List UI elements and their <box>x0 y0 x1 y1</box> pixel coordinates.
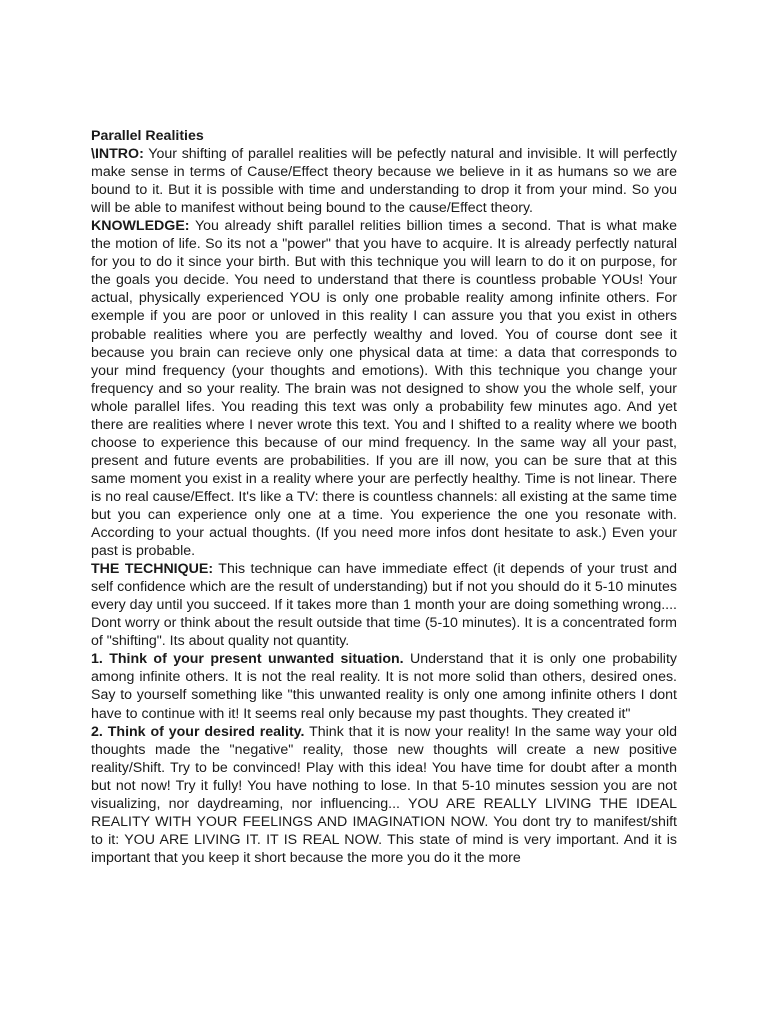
step-2-paragraph <box>91 723 677 867</box>
knowledge-heading: KNOWLEDGE: <box>91 218 190 235</box>
intro-paragraph <box>91 145 677 217</box>
intro-body: Your shifting of parallel realities will be pefectly natural and invisible. It will perfectly make sense in terms of Cause/Effect theory because we believe in it as humans so we are bound to it. But it is possible with time and understanding to drop it from your mind. So you will be able to manifest without being bound to the cause/Effect theory. <box>91 146 677 217</box>
step-2-body: Think that it is now your reality! In the same way your old thoughts made the "negative" reality, those new thoughts will create a new positive reality/Shift. Try to be convinced! Play with this idea! You have time for doubt after a month but not now! Try it fully! You have nothing to lose. In that 5-10 minutes session you are not visualizing, nor daydreaming, nor influencing... YOU ARE REALLY LIVING THE IDEAL REALITY WITH YOUR FEELINGS AND IMAGINATION NOW. You dont try to manifest/shift to it: YOU ARE LIVING IT. IT IS REAL NOW. This state of mind is very important. And it is important that you keep it short because the more you do it the more <box>91 723 677 866</box>
step-2-heading: 2. Think of your desired reality. <box>91 723 305 740</box>
step-1-heading: 1. Think of your present unwanted situation. <box>91 651 404 668</box>
knowledge-body: You already shift parallel relities billion times a second. That is what make the motion of life. So its not a "power" that you have to acquire. It is already perfectly natural for you to do it since your birth. But with this technique you will learn to do it on purpose, for the goals you decide. You need to understand that there is countless probable YOUs! Your actual, physically experienced YOU is only one probable reality among infinite others. For exemple if you are poor or unloved in this reality I can assure you that you exist in others probable realities where you are perfectly wealthy and loved. You of course dont see it because you brain can recieve only one physical data at time: a data that corresponds to your mind frequency (your thoughts and emotions). With this technique you change your frequency and so your reality. The brain was not designed to show you the whole self, your whole parallel lifes. You reading this text was only a probability few minutes ago. And yet there are realities where I never wrote this text. You and I shifted to a reality where we booth choose to experience this because of our mind frequency. In the same way all your past, present and future events are probabilities. If you are ill now, you can be sure that at this same moment you exist in a reality where your are perfectly healthy. Time is not linear. There is no real cause/Effect. It's like a TV: there is countless channels: all existing at the same time but you can experience only one at a time. You experience the one you resonate with. According to your actual thoughts. (If you need more infos dont hesitate to ask.) Even your past is probable. <box>91 218 677 560</box>
technique-paragraph <box>91 560 677 650</box>
step-1-body: Understand that it is only one probability among infinite others. It is not the real reality. It is not more solid than others, desired ones. Say to yourself something like "this unwanted reality is only one among infinite others I dont have to continue with it! It seems real only because my past thoughts. They created it" <box>91 651 677 722</box>
step-1-paragraph <box>91 650 677 722</box>
knowledge-paragraph <box>91 217 677 560</box>
document-page <box>91 127 677 867</box>
document-title: Parallel Realities <box>91 128 204 144</box>
technique-heading: THE TECHNIQUE: <box>91 561 214 578</box>
intro-heading: \INTRO: <box>91 146 144 163</box>
technique-body: This technique can have immediate effect (it depends of your trust and self confidence which are the result of understanding) but if not you should do it 5-10 minutes every day until you succeed. If it takes more than 1 month your are doing something wrong.... Dont worry or think about the result outside that time (5-10 minutes). It is a concentrated form of "shifting". Its about quality not quantity. <box>91 561 678 650</box>
